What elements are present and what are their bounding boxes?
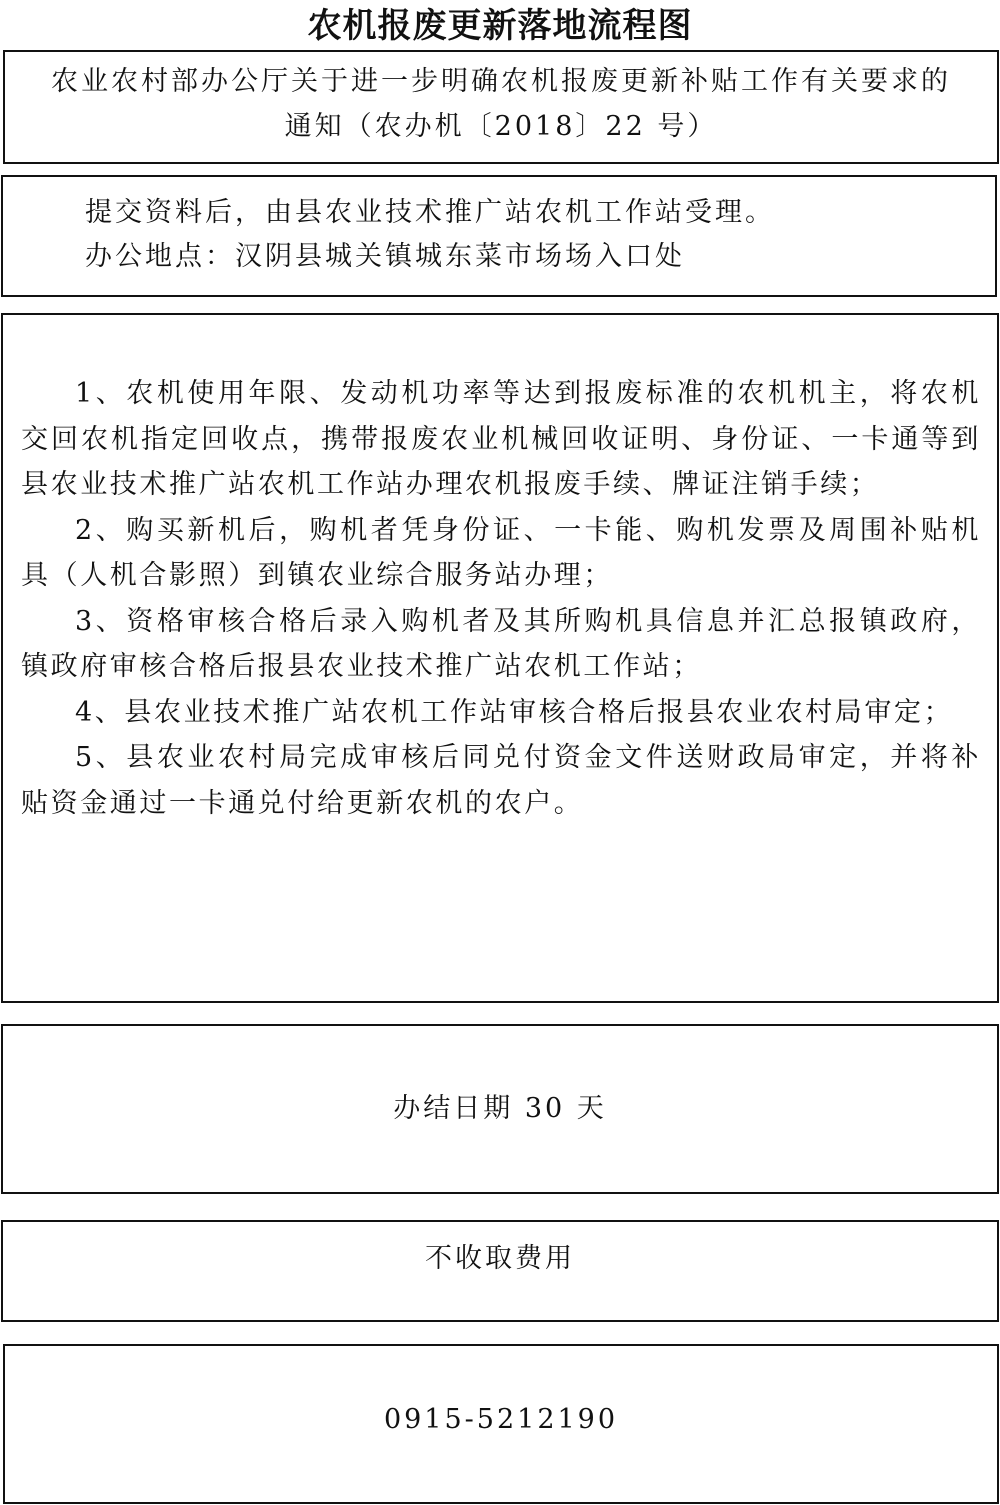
fee-box bbox=[1, 1220, 999, 1322]
acceptance-location: 办公地点：汉阴县城关镇城东菜市场场入口处 bbox=[85, 241, 685, 272]
acceptance-box bbox=[1, 175, 997, 297]
acceptance-line-1: 提交资料后，由县农业技术推广站农机工作站受理。 bbox=[85, 197, 775, 228]
step-2: 2、购买新机后，购机者凭身份证、一卡能、购机发票及周围补贴机具（人机合影照）到镇农业综合服务站办理； bbox=[21, 514, 981, 591]
step-4: 4、县农业技术推广站农机工作站审核合格后报县农业农村局审定； bbox=[75, 696, 954, 728]
notice-box bbox=[3, 50, 999, 164]
phone-box bbox=[3, 1344, 999, 1504]
steps-box bbox=[1, 313, 999, 1003]
deadline-text: 办结日期 30 天 bbox=[393, 1093, 607, 1124]
acceptance-text bbox=[3, 177, 995, 279]
step-1: 1、农机使用年限、发动机功率等达到报废标准的农机机主，将农机交回农机指定回收点，携带报废农业机械回收证明、身份证、一卡通等到县农业技术推广站农机工作站办理农机报废手续、牌证注销手续； bbox=[21, 378, 981, 500]
page-title: 农机报废更新落地流程图 bbox=[307, 6, 693, 46]
fee-text: 不收取费用 bbox=[425, 1243, 575, 1274]
step-3: 3、资格审核合格后录入购机者及其所购机具信息并汇总报镇政府，镇政府审核合格后报县农业技术推广站农机工作站； bbox=[21, 605, 981, 682]
notice-line-2: 通知（农办机〔2018〕22 号） bbox=[284, 111, 718, 142]
notice-line-1: 农业农村部办公厅关于进一步明确农机报废更新补贴工作有关要求的 bbox=[51, 66, 951, 97]
deadline-box bbox=[1, 1024, 999, 1194]
steps-list bbox=[3, 315, 997, 826]
step-5: 5、县农业农村局完成审核后同兑付资金文件送财政局审定，并将补贴资金通过一卡通兑付给更新农机的农户。 bbox=[21, 742, 981, 819]
phone-number: 0915-5212190 bbox=[383, 1404, 619, 1435]
notice-text bbox=[5, 52, 997, 149]
